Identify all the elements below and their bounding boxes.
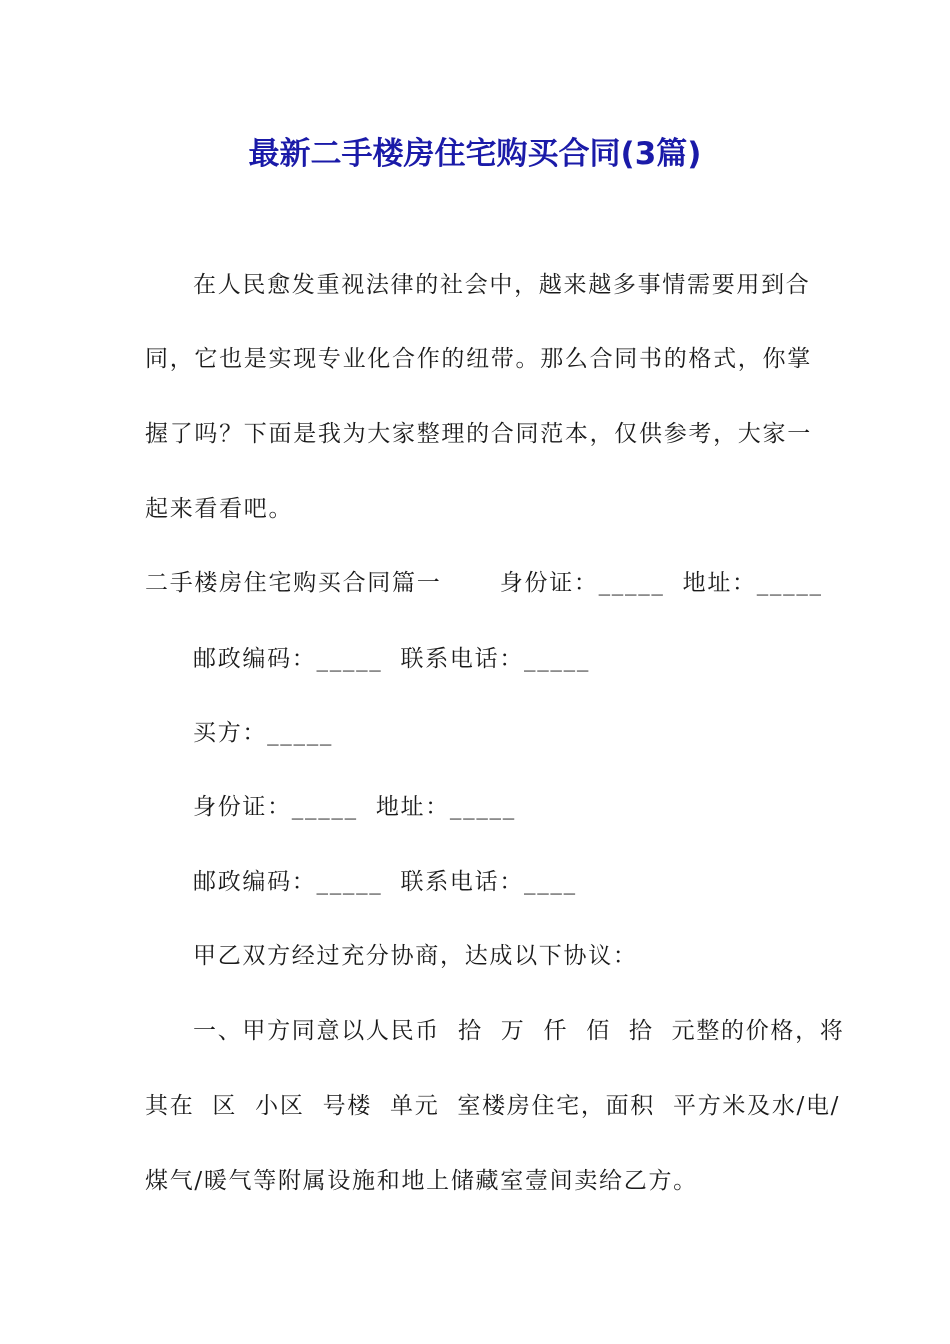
form-line: 邮政编码：_____ 联系电话：____: [193, 869, 577, 895]
paragraph-line: 其在 区 小区 号楼 单元 室楼房住宅，面积 平方米及水/电/: [145, 1093, 841, 1119]
paragraph-line: 甲乙双方经过充分协商，达成以下协议：: [193, 943, 638, 969]
paragraph-line: 握了吗？下面是我为大家整理的合同范本，仅供参考，大家一: [145, 421, 812, 447]
form-line: 买方：_____: [193, 720, 334, 746]
document-title: 最新二手楼房住宅购买合同(3篇): [248, 136, 702, 172]
paragraph-line: 在人民愈发重视法律的社会中，越来越多事情需要用到合: [193, 272, 811, 298]
paragraph-line: 起来看看吧。: [145, 496, 294, 522]
paragraph-line: 煤气/暖气等附属设施和地上储藏室壹间卖给乙方。: [145, 1168, 698, 1194]
form-line: 身份证：_____ 地址：_____: [193, 794, 516, 820]
form-line: 邮政编码：_____ 联系电话：_____: [193, 646, 591, 672]
section-heading-line: 二手楼房住宅购买合同篇一 身份证：_____ 地址：_____: [145, 570, 823, 596]
paragraph-line: 同，它也是实现专业化合作的纽带。那么合同书的格式，你掌: [145, 346, 812, 372]
paragraph-line: 一、甲方同意以人民币 拾 万 仟 佰 拾 元整的价格，将: [193, 1018, 845, 1044]
